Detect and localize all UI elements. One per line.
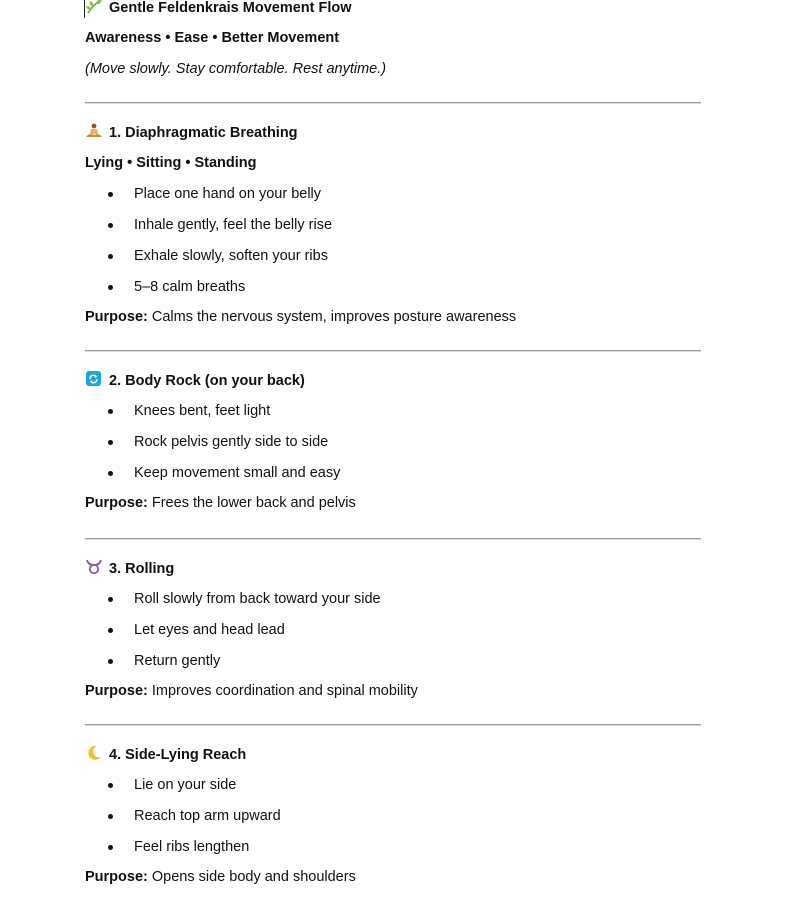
divider: [85, 724, 701, 726]
meditation-person-icon: [85, 123, 103, 139]
section-3-purpose: Purpose: Improves coordination and spinal mobility: [85, 683, 418, 699]
document-title: [85, 0, 352, 17]
section-2-heading: [85, 371, 305, 390]
seedling-icon: [85, 0, 103, 14]
document-title-text: Gentle Feldenkrais Movement Flow: [109, 0, 352, 16]
section-1-title: 1. Diaphragmatic Breathing: [109, 125, 298, 141]
section-1-subtitle: Lying • Sitting • Standing: [85, 155, 257, 171]
section-1-purpose: Purpose: Calms the nervous system, improves posture awareness: [85, 309, 517, 325]
divider: [85, 538, 701, 540]
divider: [85, 102, 701, 104]
section-4-purpose: Purpose: Opens side body and shoulders: [85, 869, 356, 885]
section-1-heading: [85, 123, 298, 142]
section-3-heading: [85, 559, 174, 578]
section-4-heading: [85, 745, 246, 764]
divider: [85, 350, 701, 352]
document-page: Gentle Feldenkrais Movement Flow Awareness • Ease • Better Movement (Move slowly. Stay comfortable. Rest anytime.) 1. Diaphragmatic Breathing Lying • Sitting • Standing Place one hand on your belly Inhale gently, feel the belly rise Exhale slowly, soften your ribs 5–8 calm breaths Purpose: Calms the nervous system, improves posture awareness 2. Body Rock (on your back) Knees bent, feet light Rock pelvis gently side to side Keep movement small and easy Purpose: Frees the lower back and pelvis 3. Rolling Roll slowly from back toward your side Let eyes and head lead Return gently Purpose: Improves coordination and spinal mobility 4. Side-Lying Reach Lie on your side Reach top arm upward Feel ribs lengthen Purpose: Opens side body and shoulders: [0, 0, 794, 900]
taurus-icon: [85, 559, 103, 575]
section-4-title: 4. Side-Lying Reach: [109, 747, 247, 763]
document-subtitle: Awareness • Ease • Better Movement: [85, 30, 340, 46]
crescent-moon-icon: [85, 745, 103, 761]
section-3-title: 3. Rolling: [109, 561, 175, 577]
section-2-title: 2. Body Rock (on your back): [109, 373, 305, 389]
document-note: (Move slowly. Stay comfortable. Rest anytime.): [85, 61, 387, 77]
rotate-arrows-icon: [85, 371, 103, 387]
section-2-purpose: Purpose: Frees the lower back and pelvis: [85, 495, 356, 511]
